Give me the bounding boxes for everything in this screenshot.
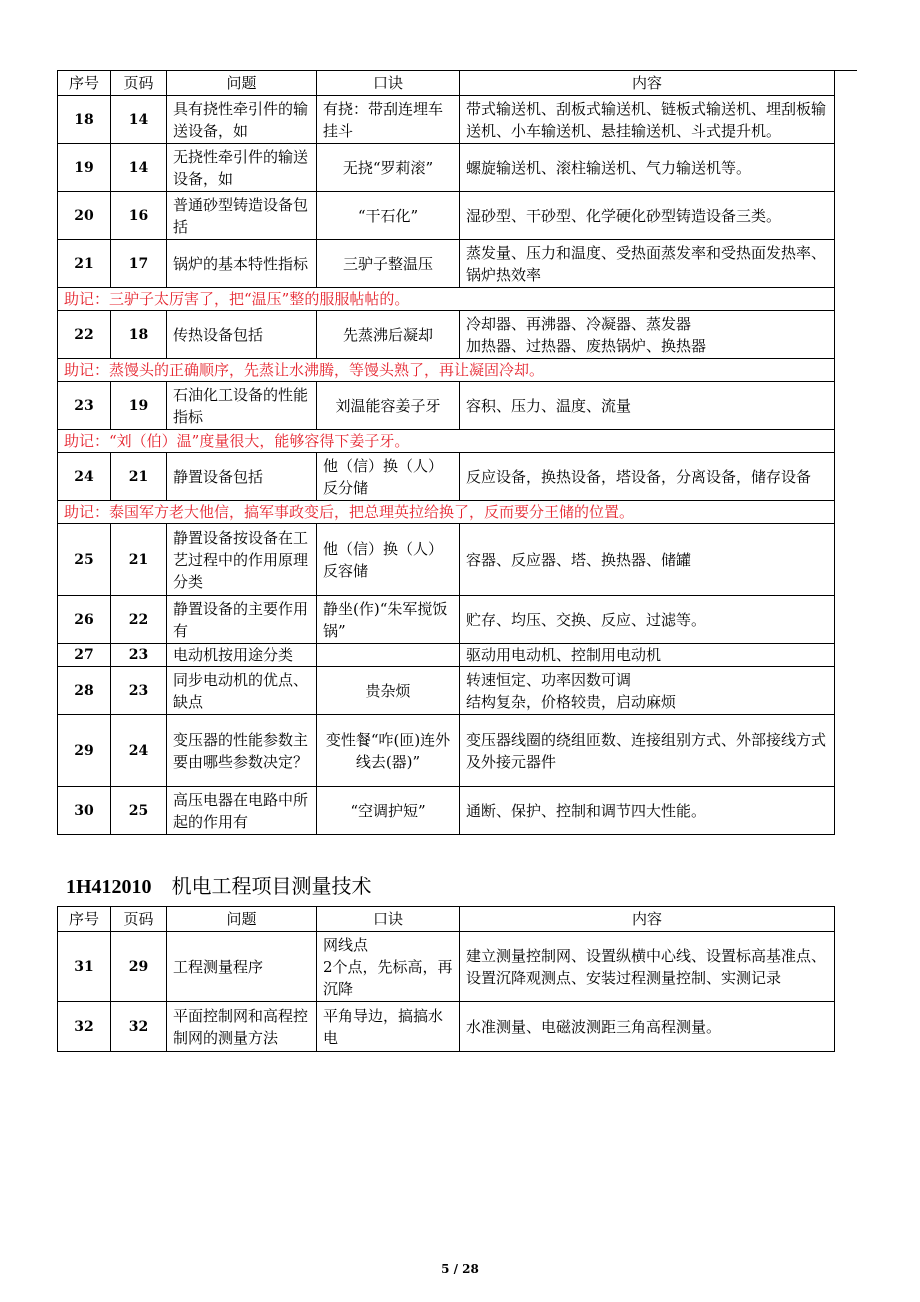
mnemonic-cell: 网线点 2个点，先标高，再沉降	[317, 932, 460, 1002]
content-cell: 容积、压力、温度、流量	[460, 382, 835, 430]
row-number: 27	[58, 644, 111, 667]
content-cell: 冷却器、再沸器、冷凝器、蒸发器 加热器、过热器、废热锅炉、换热器	[460, 311, 835, 359]
section-title: 机电工程项目测量技术	[171, 874, 372, 898]
mnemonic-note: 助记：蒸馒头的正确顺序，先蒸让水沸腾，等馒头熟了，再让凝固冷却。	[58, 359, 835, 382]
row-number: 29	[58, 715, 111, 787]
table-header-row	[58, 71, 835, 96]
table-row	[58, 192, 835, 240]
mnemonic-cell: 有挠：带刮连埋车挂斗	[317, 96, 460, 144]
table-row	[58, 932, 835, 1002]
page-number-cell: 17	[111, 240, 167, 288]
question-cell: 无挠性牵引件的输送设备，如	[167, 144, 317, 192]
page-number-cell: 23	[111, 644, 167, 667]
question-cell: 普通砂型铸造设备包括	[167, 192, 317, 240]
row-number: 21	[58, 240, 111, 288]
row-number: 24	[58, 453, 111, 501]
table-row	[58, 1002, 835, 1052]
page-number-cell: 25	[111, 787, 167, 835]
content-cell: 反应设备，换热设备，塔设备，分离设备，储存设备	[460, 453, 835, 501]
header-mnemonic: 口诀	[317, 71, 460, 96]
content-cell: 湿砂型、干砂型、化学硬化砂型铸造设备三类。	[460, 192, 835, 240]
question-cell: 平面控制网和高程控制网的测量方法	[167, 1002, 317, 1052]
page-number-cell: 19	[111, 382, 167, 430]
page-number-cell: 14	[111, 144, 167, 192]
mnemonic-table-2	[57, 906, 835, 1052]
table-row	[58, 382, 835, 430]
mnemonic-cell: 无挠“罗莉滚”	[317, 144, 460, 192]
row-number: 31	[58, 932, 111, 1002]
question-cell: 具有挠性牵引件的输送设备，如	[167, 96, 317, 144]
header-content: 内容	[460, 907, 835, 932]
header-question: 问题	[167, 907, 317, 932]
mnemonic-cell: 刘温能容姜子牙	[317, 382, 460, 430]
question-cell: 同步电动机的优点、缺点	[167, 667, 317, 715]
page-number-cell: 23	[111, 667, 167, 715]
content-cell: 变压器线圈的绕组匝数、连接组别方式、外部接线方式及外接元器件	[460, 715, 835, 787]
table-body	[58, 96, 835, 835]
table-row	[58, 644, 835, 667]
table-row	[58, 667, 835, 715]
mnemonic-note: 助记：泰国军方老大他信，搞军事政变后，把总理英拉给换了，反而要分王储的位置。	[58, 501, 835, 524]
content-cell: 带式输送机、刮板式输送机、链板式输送机、埋刮板输送机、小车输送机、悬挂输送机、斗式提升机。	[460, 96, 835, 144]
question-cell: 变压器的性能参数主要由哪些参数决定？	[167, 715, 317, 787]
content-cell: 螺旋输送机、滚柱输送机、气力输送机等。	[460, 144, 835, 192]
question-cell: 工程测量程序	[167, 932, 317, 1002]
row-number: 32	[58, 1002, 111, 1052]
header-content: 内容	[460, 71, 835, 96]
content-cell: 水准测量、电磁波测距三角高程测量。	[460, 1002, 835, 1052]
content-cell: 转速恒定、功率因数可调 结构复杂，价格较贵，启动麻烦	[460, 667, 835, 715]
table-row	[58, 596, 835, 644]
question-cell: 石油化工设备的性能指标	[167, 382, 317, 430]
mnemonic-cell: 贵杂烦	[317, 667, 460, 715]
page-number-cell: 29	[111, 932, 167, 1002]
content-cell: 容器、反应器、塔、换热器、储罐	[460, 524, 835, 596]
table-row	[58, 311, 835, 359]
mnemonic-cell: 平角导边，搞搞水电	[317, 1002, 460, 1052]
mnemonic-note-row	[58, 359, 835, 382]
mnemonic-cell: “空调护短”	[317, 787, 460, 835]
mnemonic-cell: 他（信）换（人）反容储	[317, 524, 460, 596]
question-cell: 电动机按用途分类	[167, 644, 317, 667]
header-page: 页码	[111, 71, 167, 96]
table-row	[58, 240, 835, 288]
header-mnemonic: 口诀	[317, 907, 460, 932]
mnemonic-cell: 静坐(作)“朱军搅饭锅”	[317, 596, 460, 644]
table-row	[58, 715, 835, 787]
section-heading	[66, 870, 372, 899]
page-number: 5 / 28	[441, 1262, 479, 1276]
mnemonic-table-1	[57, 70, 835, 835]
mnemonic-cell: 他（信）换（人）反分储	[317, 453, 460, 501]
question-cell: 静置设备按设备在工艺过程中的作用原理分类	[167, 524, 317, 596]
row-number: 28	[58, 667, 111, 715]
mnemonic-note: 助记：三驴子太厉害了，把“温压”整的服服帖帖的。	[58, 288, 835, 311]
table-row	[58, 787, 835, 835]
mnemonic-note-row	[58, 430, 835, 453]
row-number: 25	[58, 524, 111, 596]
content-cell: 蒸发量、压力和温度、受热面蒸发率和受热面发热率、锅炉热效率	[460, 240, 835, 288]
page-number-cell: 18	[111, 311, 167, 359]
mnemonic-cell: 变性餐“咋(匝)连外线去(器)”	[317, 715, 460, 787]
question-cell: 传热设备包括	[167, 311, 317, 359]
mnemonic-note-row	[58, 288, 835, 311]
content-cell: 通断、保护、控制和调节四大性能。	[460, 787, 835, 835]
table-row	[58, 453, 835, 501]
page-number-cell: 32	[111, 1002, 167, 1052]
page-number-cell: 22	[111, 596, 167, 644]
row-number: 30	[58, 787, 111, 835]
table-row	[58, 524, 835, 596]
mnemonic-note-row	[58, 501, 835, 524]
page-number-cell: 16	[111, 192, 167, 240]
question-cell: 静置设备的主要作用有	[167, 596, 317, 644]
content-cell: 驱动用电动机、控制用电动机	[460, 644, 835, 667]
header-question: 问题	[167, 71, 317, 96]
page-number-cell: 14	[111, 96, 167, 144]
mnemonic-cell	[317, 644, 460, 667]
header-no: 序号	[58, 907, 111, 932]
header-page: 页码	[111, 907, 167, 932]
table-row	[58, 96, 835, 144]
row-number: 19	[58, 144, 111, 192]
content-cell: 贮存、均压、交换、反应、过滤等。	[460, 596, 835, 644]
row-number: 22	[58, 311, 111, 359]
page-number-cell: 21	[111, 453, 167, 501]
table-body	[58, 932, 835, 1052]
mnemonic-cell: 先蒸沸后凝却	[317, 311, 460, 359]
question-cell: 锅炉的基本特性指标	[167, 240, 317, 288]
page-number-cell: 24	[111, 715, 167, 787]
section-code: 1H412010	[66, 876, 152, 898]
header-no: 序号	[58, 71, 111, 96]
table-header-row	[58, 907, 835, 932]
page-number-cell: 21	[111, 524, 167, 596]
row-number: 18	[58, 96, 111, 144]
mnemonic-cell: “干石化”	[317, 192, 460, 240]
content-cell: 建立测量控制网、设置纵横中心线、设置标高基准点、设置沉降观测点、安装过程测量控制、实测记录	[460, 932, 835, 1002]
table-row	[58, 144, 835, 192]
mnemonic-cell: 三驴子整温压	[317, 240, 460, 288]
row-number: 23	[58, 382, 111, 430]
question-cell: 高压电器在电路中所起的作用有	[167, 787, 317, 835]
row-number: 26	[58, 596, 111, 644]
row-number: 20	[58, 192, 111, 240]
question-cell: 静置设备包括	[167, 453, 317, 501]
mnemonic-note: 助记：“刘（伯）温”度量很大，能够容得下姜子牙。	[58, 430, 835, 453]
